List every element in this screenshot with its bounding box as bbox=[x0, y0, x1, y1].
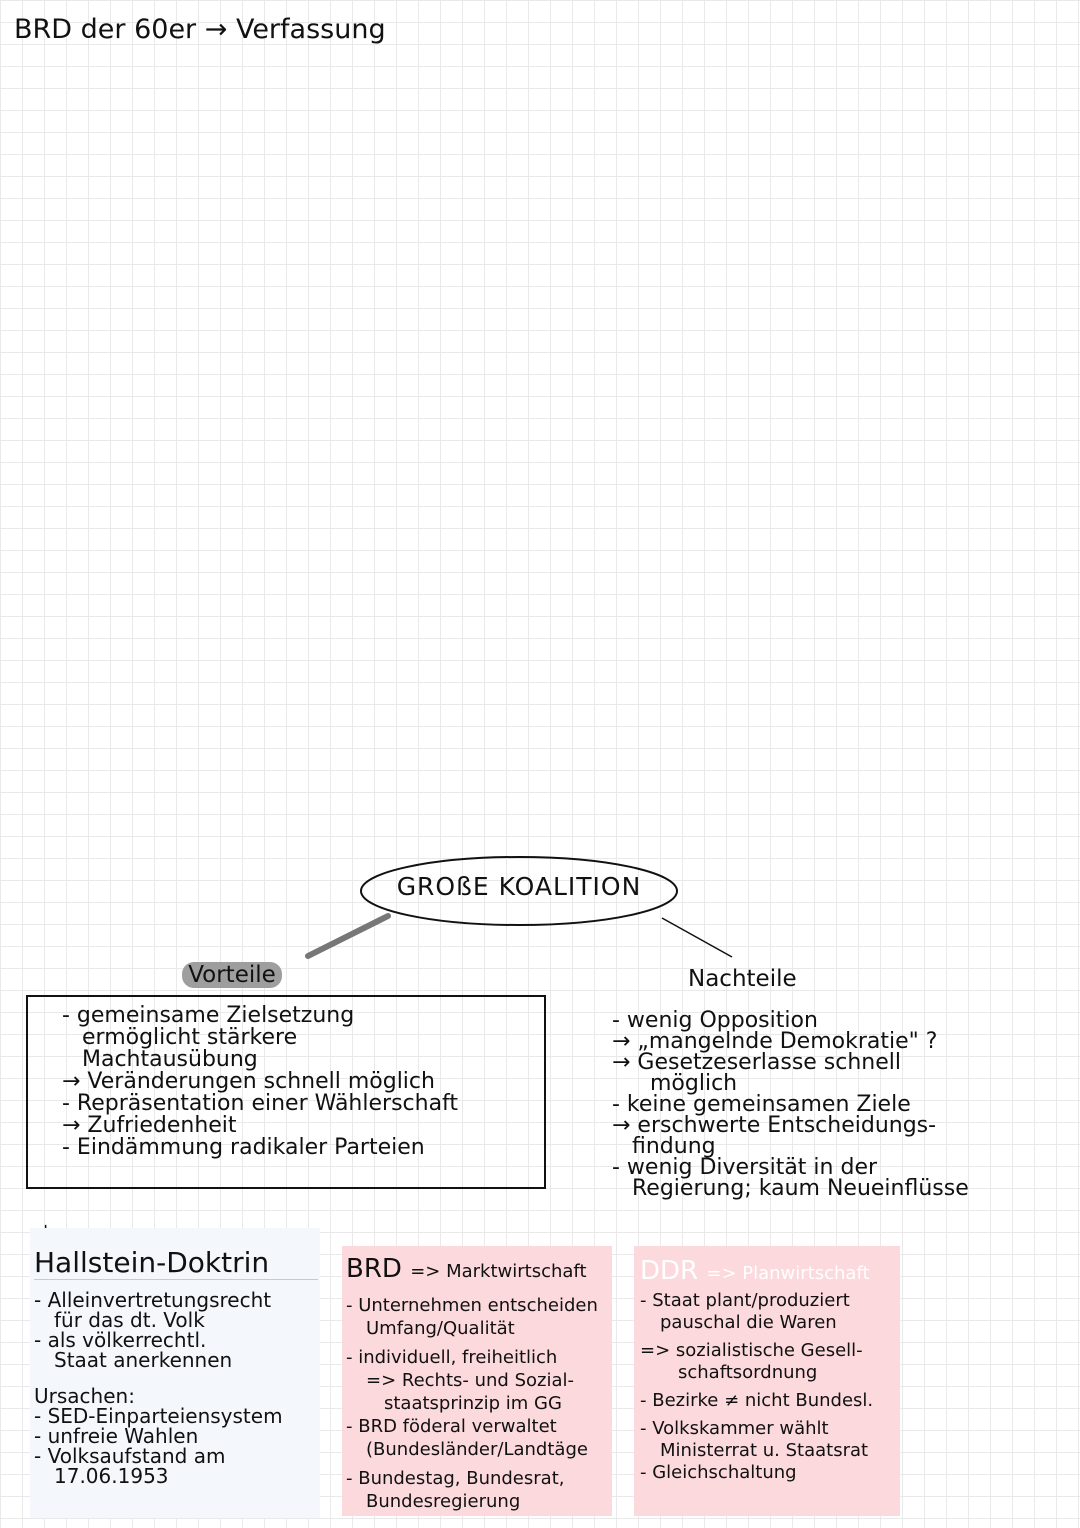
ursache-line: - SED-Einparteiensystem bbox=[34, 1404, 283, 1428]
connector-vorteile bbox=[308, 916, 388, 956]
hallstein-line: - Alleinvertretungsrecht bbox=[34, 1288, 272, 1312]
vorteil-line: → Veränderungen schnell möglich bbox=[62, 1069, 435, 1094]
vorteil-line: Machtausübung bbox=[82, 1047, 258, 1072]
nachteil-line: - keine gemeinsamen Ziele bbox=[612, 1092, 911, 1117]
ddr-line: schaftsordnung bbox=[678, 1362, 818, 1383]
hallstein-line: - als völkerrechtl. bbox=[34, 1328, 207, 1352]
ursache-line: 17.06.1953 bbox=[54, 1464, 169, 1488]
brd-sub-text: => Marktwirtschaft bbox=[410, 1261, 587, 1282]
vorteil-line: - gemeinsame Zielsetzung bbox=[62, 1003, 355, 1028]
brd-line: - Unternehmen entscheiden bbox=[346, 1295, 598, 1316]
brd-list bbox=[346, 1294, 616, 1513]
ursache-line: - Volksaufstand am bbox=[34, 1444, 226, 1468]
ddr-line: - Gleichschaltung bbox=[640, 1462, 797, 1483]
ddr-line: - Volkskammer wählt bbox=[640, 1418, 829, 1439]
ddr-line: - Bezirke ≠ nicht Bundesl. bbox=[640, 1390, 874, 1411]
ddr-line: Ministerrat u. Staatsrat bbox=[660, 1440, 869, 1461]
vorteil-line: ermöglicht stärkere bbox=[82, 1025, 298, 1050]
brd-line: (Bundesländer/Landtäge bbox=[366, 1439, 588, 1460]
hallstein-list bbox=[34, 1290, 326, 1486]
brd-line: => Rechts- und Sozial- bbox=[366, 1370, 574, 1391]
hallstein-line: Staat anerkennen bbox=[54, 1348, 233, 1372]
nachteil-line: → „mangelnde Demokratie" ? bbox=[612, 1029, 938, 1054]
nachteil-line: Regierung; kaum Neueinflüsse bbox=[632, 1176, 969, 1201]
hallstein-title: Hallstein-Doktrin bbox=[34, 1246, 318, 1280]
ddr-heading bbox=[640, 1256, 870, 1286]
ursachen-label: Ursachen: bbox=[34, 1384, 135, 1408]
nachteil-line: - wenig Opposition bbox=[612, 1008, 818, 1033]
nachteile-list bbox=[612, 1010, 1052, 1199]
brd-line: Bundesregierung bbox=[366, 1491, 521, 1512]
brd-line: Umfang/Qualität bbox=[366, 1318, 515, 1339]
nachteil-line: → Gesetzeserlasse schnell bbox=[612, 1050, 902, 1075]
ddr-line: - Staat plant/produziert bbox=[640, 1290, 850, 1311]
nachteil-line: → erschwerte Entscheidungs- bbox=[612, 1113, 937, 1138]
brd-head-text: BRD bbox=[346, 1254, 402, 1284]
nachteil-line: findung bbox=[632, 1134, 716, 1159]
ddr-sub-text: => Planwirtschaft bbox=[706, 1263, 870, 1284]
koalition-label: GROßE KOALITION bbox=[396, 872, 642, 901]
brd-line: - individuell, freiheitlich bbox=[346, 1347, 558, 1368]
nachteil-line: - wenig Diversität in der bbox=[612, 1155, 878, 1180]
vorteil-line: - Repräsentation einer Wählerschaft bbox=[62, 1091, 459, 1116]
vorteile-list bbox=[62, 1005, 547, 1159]
brd-line: - Bundestag, Bundesrat, bbox=[346, 1468, 565, 1489]
vorteil-line: - Eindämmung radikaler Parteien bbox=[62, 1135, 425, 1160]
hallstein-line: für das dt. Volk bbox=[54, 1308, 205, 1332]
vorteil-line: → Zufriedenheit bbox=[62, 1113, 237, 1138]
nachteil-line: möglich bbox=[650, 1071, 738, 1096]
ddr-line: => sozialistische Gesell- bbox=[640, 1340, 863, 1361]
page-title: BRD der 60er → Verfassung bbox=[14, 14, 386, 45]
vorteile-label-text: Vorteile bbox=[182, 962, 282, 988]
brd-heading bbox=[346, 1254, 587, 1284]
vorteile-label bbox=[172, 962, 292, 988]
ddr-head-text: DDR bbox=[640, 1256, 699, 1286]
ursache-line: - unfreie Wahlen bbox=[34, 1424, 199, 1448]
nachteile-label: Nachteile bbox=[688, 966, 797, 992]
connector-nachteile bbox=[662, 918, 732, 957]
brd-line: staatsprinzip im GG bbox=[384, 1393, 562, 1414]
ddr-list bbox=[640, 1290, 900, 1484]
ddr-line: pauschal die Waren bbox=[660, 1312, 837, 1333]
brd-line: - BRD föderal verwaltet bbox=[346, 1416, 557, 1437]
